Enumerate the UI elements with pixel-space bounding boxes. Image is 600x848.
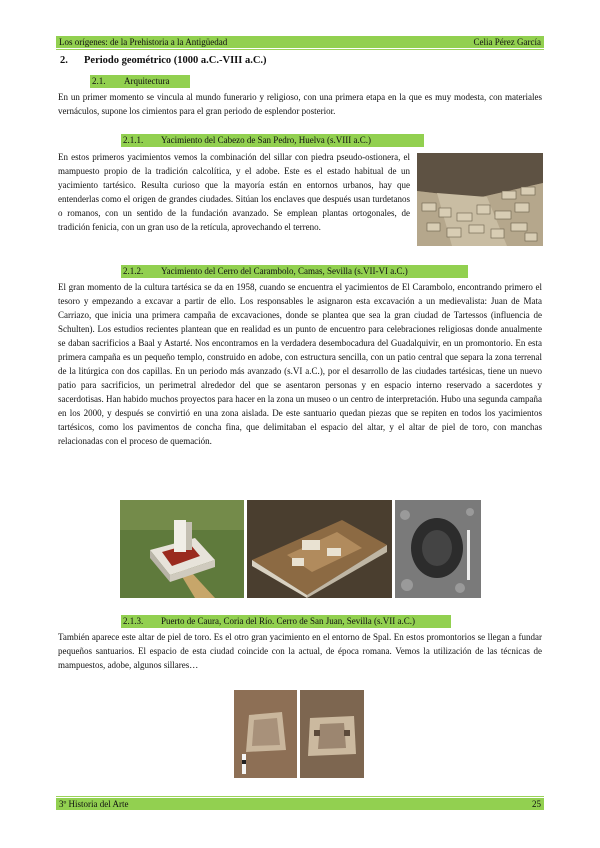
heading-title: Yacimiento del Cerro del Carambolo, Camas, Sevilla (s.VII-VI a.C.) (161, 266, 408, 276)
render-carambolo-sanctuary (120, 500, 244, 598)
subsection-title: Arquitectura (124, 76, 170, 86)
intro-paragraph: En un primer momento se vincula al mundo funerario y religioso, con una primera etapa en la que es muy modesta, con materiales vernáculos, supone los cimientos para el gran periodo de esplendor posterior. (58, 92, 542, 116)
page-footer (56, 798, 544, 810)
photo-caura-altar-2 (300, 690, 364, 778)
subsection-heading (90, 75, 190, 88)
subsection-heading-2-1-2 (121, 265, 468, 278)
photo-altar-excavation (395, 500, 481, 598)
heading-number: 2.1.1. (123, 135, 144, 145)
subsection-heading-2-1-1 (121, 134, 424, 147)
section-number: 2. (60, 55, 68, 66)
paragraph-cabezo: En estos primeros yacimientos vemos la combinación del sillar con piedra pseudo-ostionera, el mampuesto propio de la tradición calcolítica, y el adobe. Este es el estado habitual de un yacimiento tartésico. Resulta curioso que la mayoría están en entornos urbanos, hay que entenderlas como el origen de grandes ciudades. Sitúan los enclaves que después usan turdetanos o romanos, con un sentido de la fundación avanzado. Se emplean plantas ortogonales, de tradición fenicia, con un gran uso de la retícula, aprovechando el terreno. (58, 152, 410, 232)
paragraph-carambolo: El gran momento de la cultura tartésica se da en 1958, cuando se encuentra el yacimientos de El Carambolo, encontrando primero el tesoro y empezando a excavar a partir de ello. Los responsables le asignaron esta excavación a un medievalista: Juan de Mata Carriazo, que inicia una primera campaña de excavaciones, donde se plantea que sea la gran ciudad de Tartessos (influencia de Schulten). Los estudios recientes plantean que en realidad es un punto de encuentro para celebraciones religiosas donde anualmente se daban sacrificios a Baal y Astarté. Nos encontramos en la verdadera desembocadura del Guadalquivir, en un promontorio. En esta primera campaña es un pequeño templo, construido en adobe, con estructura sencilla, con un patio central que separa la zona terrenal de la litúrgica con dos capillas. En un periodo más avanzado (s.VI a.C.), por el desarrollo de las ciudades tartésicas, tiene un nuevo patio para sacrificios, un perimetral alrededor del que se asentaron personas y en espacio interno reservado a sacerdotes y sacerdotisas. Han habido muchos proyectos para hacer en la zona un museo o un centro de interpretación. Hubo una segunda campaña en los 2000, y después se convirtió en una zona aislada. De este santuario quedan piezas que se repiten en todos los yacimientos tartésicos, como los pavimentos de concha fina, que delimitaban el espacio del altar, y el altar de piel de toro, con manchas relacionadas con el proceso de quemación. (58, 282, 542, 446)
model-carambolo-site (247, 500, 392, 598)
header-left: Los orígenes: de la Prehistoria a la Antigüedad (59, 37, 228, 47)
subsection-heading-2-1-3 (121, 615, 451, 628)
photo-cabezo-wall (417, 153, 543, 246)
footer-left: 3º Historia del Arte (59, 799, 129, 809)
header-divider (56, 49, 544, 50)
heading-title: Yacimiento del Cabezo de San Pedro, Huelva (s.VIII a.C.) (161, 135, 372, 145)
subsection-number: 2.1. (92, 76, 106, 86)
photo-caura-altar-1 (234, 690, 297, 778)
header-right: Celia Pérez García (473, 37, 541, 47)
page-header (56, 36, 544, 48)
heading-title: Puerto de Caura, Coria del Río. Cerro de San Juan, Sevilla (s.VII a.C.) (161, 616, 415, 626)
paragraph-caura: También aparece este altar de piel de toro. Es el otro gran yacimiento en el entorno de Spal. En estos promontorios se llegan a fundar pequeños santuarios. El espacio de esta ciudad coincide con la actual, de época romana. Vemos la utilización de las técnicas de mampuestos, adobe, algunos sillares… (58, 632, 542, 670)
page-number: 25 (532, 799, 541, 809)
heading-number: 2.1.3. (123, 616, 144, 626)
heading-number: 2.1.2. (123, 266, 144, 276)
footer-divider (56, 796, 544, 797)
section-title: Periodo geométrico (1000 a.C.-VIII a.C.) (84, 55, 267, 66)
section-heading (60, 55, 267, 66)
